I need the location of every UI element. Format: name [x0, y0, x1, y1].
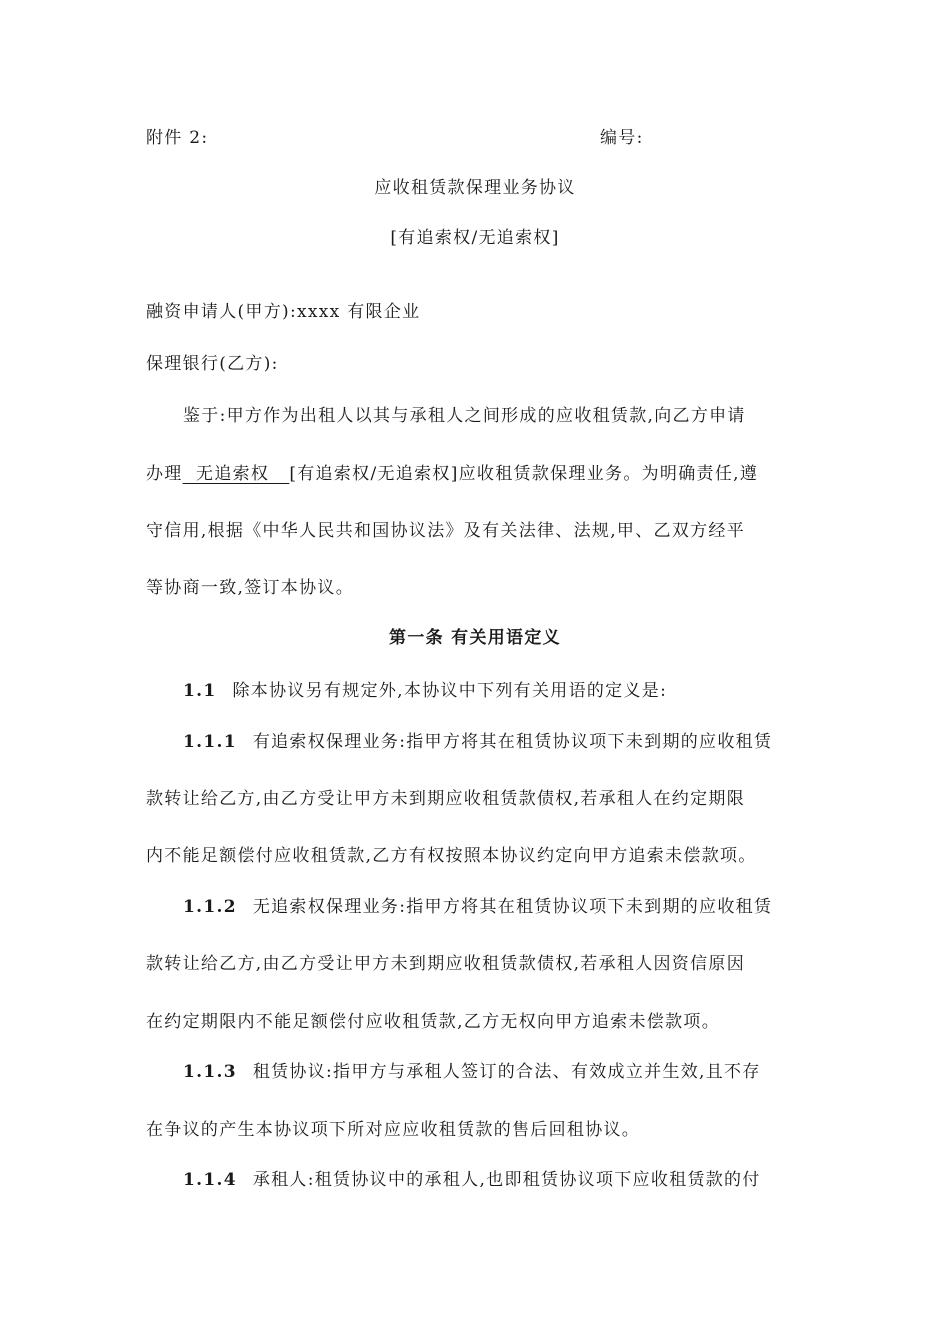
article-1-heading: 第一条 有关用语定义	[389, 628, 561, 648]
clause-1-1-1-line-3: 内不能足额偿付应收租赁款,乙方有权按照本协议约定向甲方追索未偿款项。	[146, 846, 757, 866]
preamble-line-2	[146, 462, 804, 486]
preamble-line-3: 守信用,根据《中华人民共和国协议法》及有关法律、法规,甲、乙双方经平	[146, 521, 746, 541]
clause-number: 1.1.4	[183, 1170, 237, 1190]
clause-text: 租赁协议:指甲方与承租人签订的合法、有效成立并生效,且不存	[252, 1062, 761, 1082]
clause-1-1-2-line-2: 款转让给乙方,由乙方受让甲方未到期应收租赁款债权,若承租人因资信原因	[146, 954, 746, 974]
preamble-suffix: [有追索权/无追索权]应收租赁款保理业务。为明确责任,遵	[289, 464, 759, 484]
preamble-line-4: 等协商一致,签订本协议。	[146, 578, 355, 598]
preamble-line-1: 鉴于:甲方作为出租人以其与承租人之间形成的应收租赁款,向乙方申请	[183, 406, 746, 426]
document-subtitle: [有追索权/无追索权]	[390, 228, 560, 248]
clause-text: 承租人:租赁协议中的承租人,也即租赁协议项下应收租赁款的付	[252, 1170, 761, 1190]
clause-1-1-2-line-3: 在约定期限内不能足额偿付应收租赁款,乙方无权向甲方追索未偿款项。	[146, 1012, 721, 1032]
document-header	[146, 126, 804, 150]
party-applicant: 融资申请人(甲方):xxxx 有限企业	[146, 302, 421, 322]
document-title: 应收租赁款保理业务协议	[374, 178, 576, 198]
party-bank: 保理银行(乙方):	[146, 354, 279, 374]
clause-number: 1.1.2	[183, 897, 237, 917]
recourse-type-blank: 无追索权	[182, 464, 290, 484]
clause-number: 1.1.1	[183, 732, 237, 752]
clause-number: 1.1	[183, 681, 217, 701]
clause-1-1-1-line-1	[183, 730, 804, 754]
clause-text: 有追索权保理业务:指甲方将其在租赁协议项下未到期的应收租赁	[252, 732, 773, 752]
clause-1-1	[183, 679, 804, 703]
serial-number-label: 编号:	[600, 128, 644, 148]
clause-1-1-3-line-1	[183, 1060, 804, 1084]
clause-text: 无追索权保理业务:指甲方将其在租赁协议项下未到期的应收租赁	[252, 897, 773, 917]
clause-1-1-4-line-1	[183, 1168, 804, 1192]
clause-1-1-1-line-2: 款转让给乙方,由乙方受让甲方未到期应收租赁款债权,若承租人在约定期限	[146, 789, 746, 809]
clause-text: 除本协议另有规定外,本协议中下列有关用语的定义是:	[232, 681, 668, 701]
preamble-prefix: 办理	[146, 464, 183, 484]
clause-number: 1.1.3	[183, 1062, 237, 1082]
clause-1-1-3-line-2: 在争议的产生本协议项下所对应应收租赁款的售后回租协议。	[146, 1120, 641, 1140]
attachment-label: 附件 2:	[146, 128, 209, 148]
clause-1-1-2-line-1	[183, 895, 804, 919]
